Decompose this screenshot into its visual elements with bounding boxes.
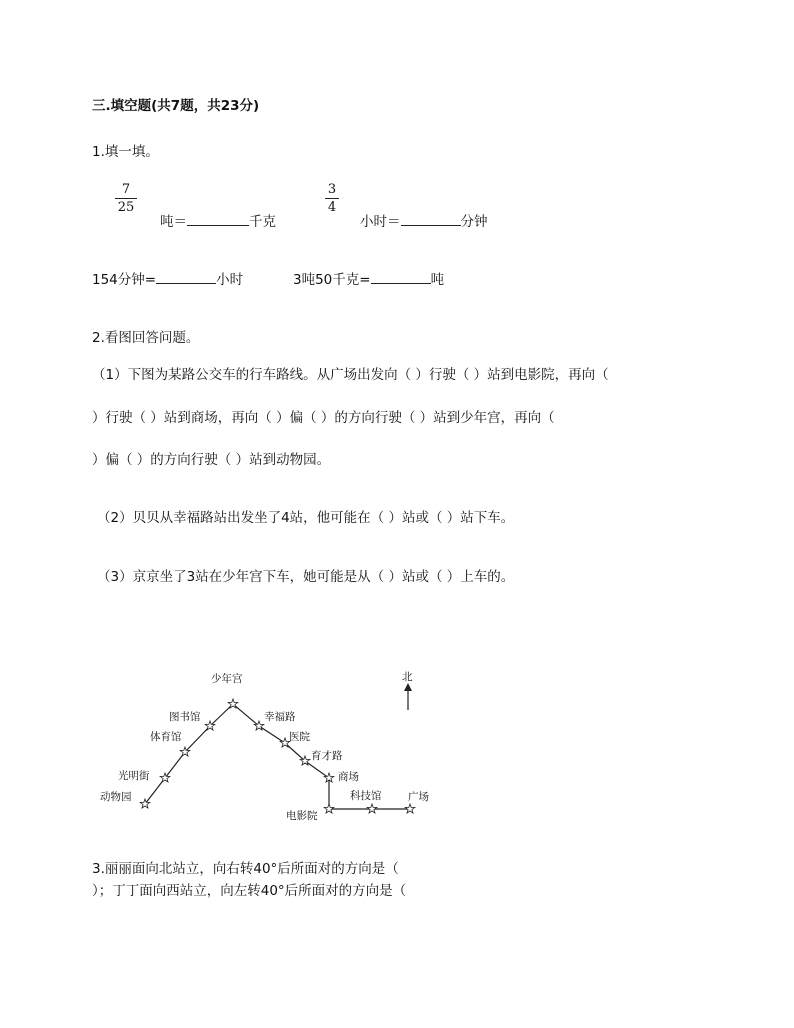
q3-line1: 3.丽丽面向北站立，向右转40°后所面对的方向是（ xyxy=(92,861,399,877)
q2-part1-line1: （1）下图为某路公交车的行车路线。从广场出发向（ ）行驶（ ）站到电影院，再向（ xyxy=(92,367,609,383)
fraction-3-4 xyxy=(325,182,339,215)
fill-item-2 xyxy=(360,210,488,230)
q2-part1-line3: ）偏（ ）的方向行驶（ ）站到动物园。 xyxy=(92,452,331,468)
q3-line2: ）；丁丁面向西站立，向左转40°后所面对的方向是（ xyxy=(92,883,407,899)
station-label-yucailu: 育才路 xyxy=(311,750,343,762)
item-2-unit: 分钟 xyxy=(460,214,488,230)
fill-item-3 xyxy=(92,268,243,288)
answer-blank-4[interactable] xyxy=(371,283,431,284)
fill-item-4 xyxy=(293,268,444,288)
station-star-kejiguan xyxy=(367,804,377,813)
station-star-guangchang xyxy=(405,804,415,813)
q1-heading: 1.填一填。 xyxy=(92,144,159,160)
item-4-lead: 3吨50千克= xyxy=(293,272,371,288)
station-label-xingfulu: 幸福路 xyxy=(264,711,296,723)
answer-blank-1[interactable] xyxy=(187,225,249,226)
station-label-shaoniangong: 少年宫 xyxy=(211,673,243,685)
item-2-lead: 小时＝ xyxy=(360,214,401,230)
fraction-numerator: 7 xyxy=(121,182,131,197)
section-title: 三.填空题(共7题，共23分) xyxy=(92,98,260,114)
station-label-kejiguan: 科技馆 xyxy=(350,790,382,802)
station-label-guangmingjie: 光明街 xyxy=(118,770,150,782)
answer-blank-2[interactable] xyxy=(401,225,461,226)
station-label-tiyuguan: 体育馆 xyxy=(150,731,182,743)
fraction-denominator: 4 xyxy=(327,200,337,215)
station-label-shangchang: 商场 xyxy=(338,771,359,783)
station-label-tushuguan: 图书馆 xyxy=(169,711,201,723)
answer-blank-3[interactable] xyxy=(156,283,216,284)
item-4-unit: 吨 xyxy=(430,272,445,288)
item-3-lead: 154分钟= xyxy=(92,272,157,288)
fill-item-1 xyxy=(160,210,276,230)
fraction-denominator: 25 xyxy=(117,200,135,215)
q2-heading: 2.看图回答问题。 xyxy=(92,330,200,346)
q2-part2: （2）贝贝从幸福路站出发坐了4站，他可能在（ ）站或（ ）站下车。 xyxy=(97,510,515,526)
north-label: 北 xyxy=(402,671,413,683)
q2-part1-line2: ）行驶（ ）站到商场，再向（ ）偏（ ）的方向行驶（ ）站到少年宫，再向（ xyxy=(92,410,555,426)
station-label-dianyingyuan: 电影院 xyxy=(286,810,318,822)
q2-part3: （3）京京坐了3站在少年宫下车，她可能是从（ ）站或（ ）上车的。 xyxy=(97,569,515,585)
station-label-yiyuan: 医院 xyxy=(289,731,310,743)
north-arrow xyxy=(402,671,413,710)
station-label-dongwuyuan: 动物园 xyxy=(100,791,132,803)
station-label-guangchang: 广场 xyxy=(408,791,429,803)
fraction-7-25 xyxy=(115,182,137,215)
fraction-numerator: 3 xyxy=(327,182,337,197)
item-3-unit: 小时 xyxy=(216,272,244,288)
item-1-lead: 吨＝ xyxy=(160,214,187,230)
bus-route-map xyxy=(90,668,450,828)
station-star-dianyingyuan xyxy=(324,804,334,813)
item-1-unit: 千克 xyxy=(249,214,276,230)
